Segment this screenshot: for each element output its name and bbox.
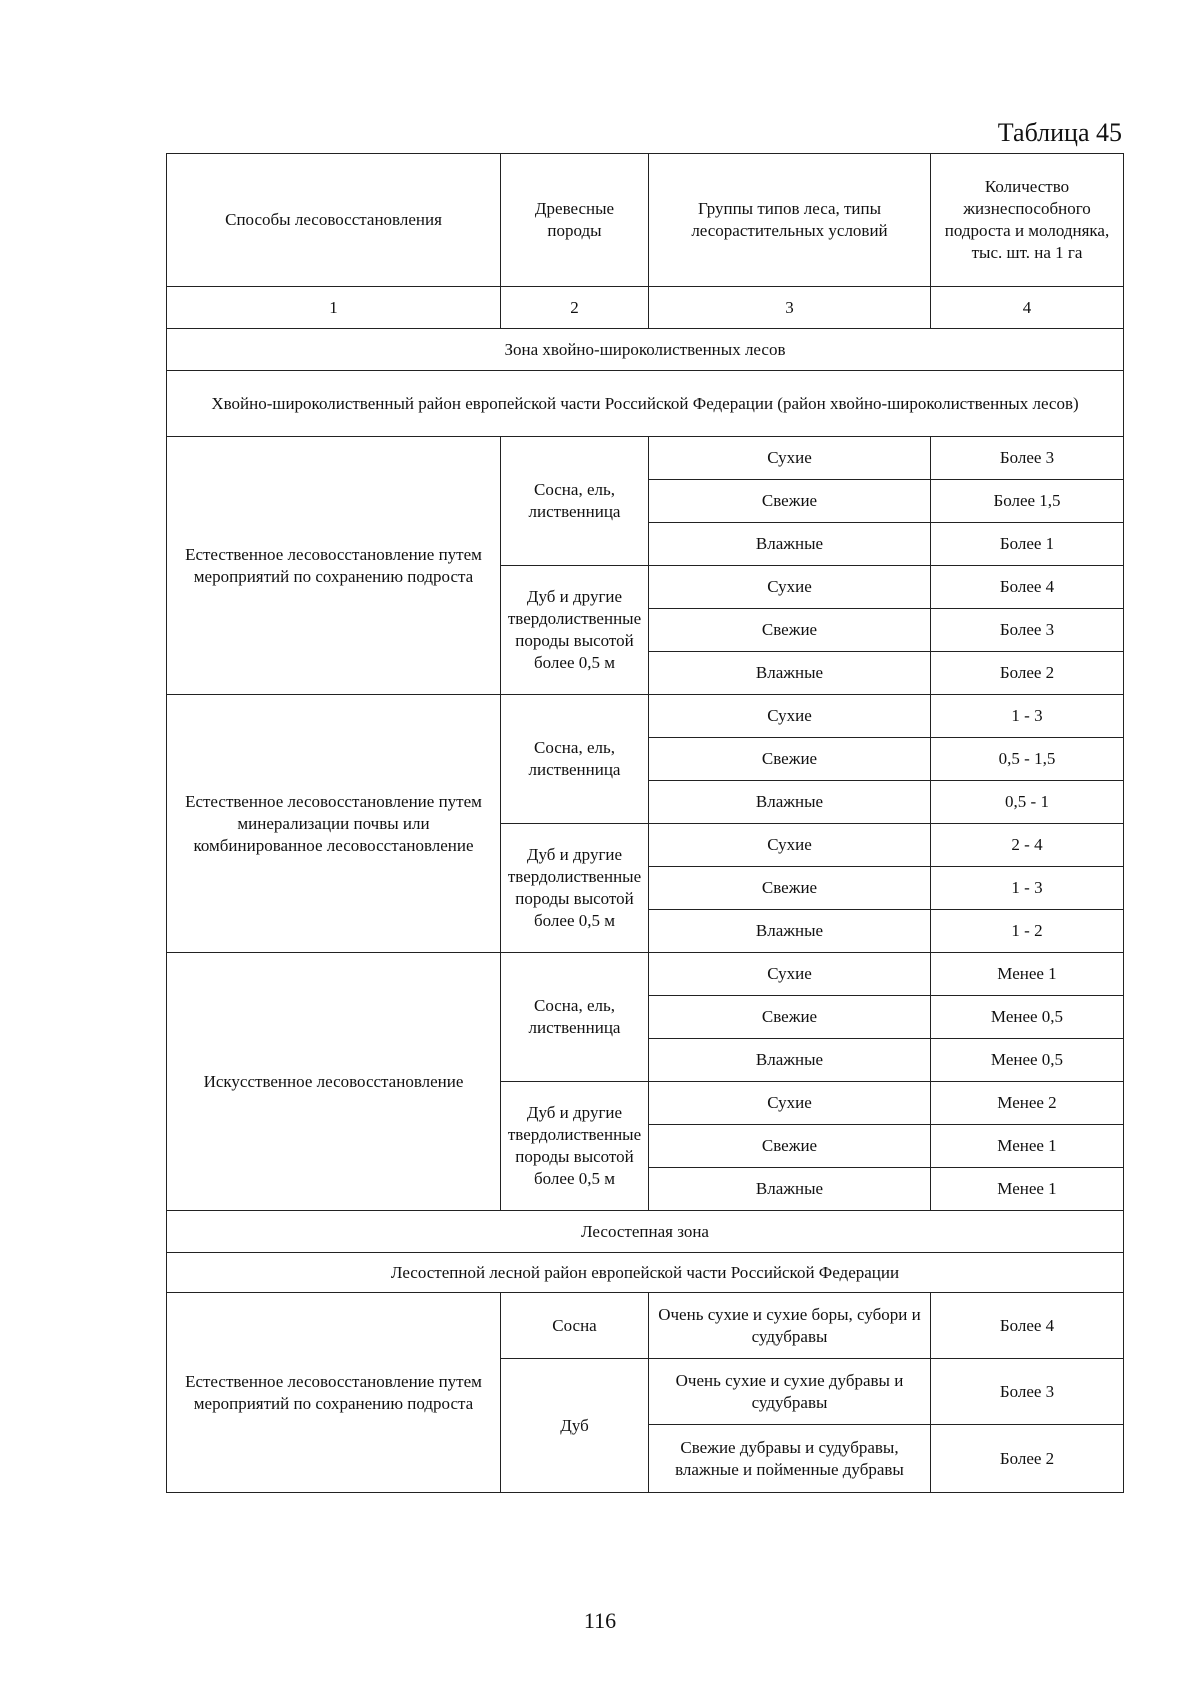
- region-row: [167, 371, 1124, 437]
- condition-cell: Сухие: [649, 824, 931, 867]
- condition-cell: Свежие: [649, 738, 931, 781]
- condition-cell: Свежие: [649, 996, 931, 1039]
- table-title: Таблица 45: [997, 118, 1122, 147]
- quantity-cell: Менее 0,5: [931, 1039, 1124, 1082]
- header-quantity: Количество жизнеспособного подроста и молодняка, тыс. шт. на 1 га: [931, 154, 1124, 287]
- quantity-cell: Более 3: [931, 609, 1124, 652]
- condition-cell: Влажные: [649, 910, 931, 953]
- condition-cell: Сухие: [649, 695, 931, 738]
- quantity-cell: 0,5 - 1,5: [931, 738, 1124, 781]
- page-number: 116: [583, 1608, 617, 1633]
- condition-cell: Свежие: [649, 480, 931, 523]
- quantity-cell: 1 - 2: [931, 910, 1124, 953]
- header-forest-types: Группы типов леса, типы лесорастительных условий: [649, 154, 931, 287]
- method-cell: Естественное лесовосстановление путем минерализации почвы или комбинированное лесовосстановление: [167, 695, 501, 953]
- quantity-cell: Более 3: [931, 1359, 1124, 1425]
- quantity-cell: 0,5 - 1: [931, 781, 1124, 824]
- region-title: Лесостепной лесной район европейской части Российской Федерации: [167, 1253, 1124, 1293]
- zone-row: [167, 329, 1124, 371]
- quantity-cell: 1 - 3: [931, 695, 1124, 738]
- condition-cell: Свежие: [649, 867, 931, 910]
- table-row: [167, 695, 1124, 738]
- region-title: Хвойно-широколиственный район европейской части Российской Федерации (район хвойно-широколиственных лесов): [167, 371, 1124, 437]
- condition-cell: Влажные: [649, 781, 931, 824]
- quantity-cell: Более 4: [931, 1293, 1124, 1359]
- zone-row: [167, 1211, 1124, 1253]
- species-cell: Дуб и другие твердолиственные породы высотой более 0,5 м: [501, 824, 649, 953]
- condition-cell: Сухие: [649, 566, 931, 609]
- condition-cell: Влажные: [649, 523, 931, 566]
- header-species: Древесные породы: [501, 154, 649, 287]
- column-number-row: [167, 287, 1124, 329]
- forest-regeneration-table: [166, 153, 1124, 1493]
- zone-title: Лесостепная зона: [167, 1211, 1124, 1253]
- condition-cell: Очень сухие и сухие дубравы и судубравы: [649, 1359, 931, 1425]
- quantity-cell: Более 1,5: [931, 480, 1124, 523]
- table-row: [167, 1293, 1124, 1359]
- condition-cell: Очень сухие и сухие боры, субори и судубравы: [649, 1293, 931, 1359]
- condition-cell: Сухие: [649, 1082, 931, 1125]
- region-row: [167, 1253, 1124, 1293]
- condition-cell: Сухие: [649, 953, 931, 996]
- col-number: 2: [501, 287, 649, 329]
- condition-cell: Сухие: [649, 437, 931, 480]
- quantity-cell: Более 1: [931, 523, 1124, 566]
- quantity-cell: Менее 1: [931, 1168, 1124, 1211]
- col-number: 3: [649, 287, 931, 329]
- quantity-cell: Менее 1: [931, 1125, 1124, 1168]
- col-number: 4: [931, 287, 1124, 329]
- col-number: 1: [167, 287, 501, 329]
- quantity-cell: Более 2: [931, 1425, 1124, 1493]
- species-cell: Сосна, ель, лиственница: [501, 437, 649, 566]
- quantity-cell: Менее 1: [931, 953, 1124, 996]
- condition-cell: Влажные: [649, 1168, 931, 1211]
- method-cell: Естественное лесовосстановление путем мероприятий по сохранению подроста: [167, 437, 501, 695]
- method-cell: Естественное лесовосстановление путем мероприятий по сохранению подроста: [167, 1293, 501, 1493]
- condition-cell: Влажные: [649, 652, 931, 695]
- zone-title: Зона хвойно-широколиственных лесов: [167, 329, 1124, 371]
- method-cell: Искусственное лесовосстановление: [167, 953, 501, 1211]
- quantity-cell: 1 - 3: [931, 867, 1124, 910]
- species-cell: Дуб: [501, 1359, 649, 1493]
- condition-cell: Свежие дубравы и судубравы, влажные и пойменные дубравы: [649, 1425, 931, 1493]
- table-row: [167, 953, 1124, 996]
- header-row: [167, 154, 1124, 287]
- table-row: [167, 437, 1124, 480]
- species-cell: Сосна, ель, лиственница: [501, 695, 649, 824]
- species-cell: Сосна: [501, 1293, 649, 1359]
- quantity-cell: Более 4: [931, 566, 1124, 609]
- condition-cell: Свежие: [649, 1125, 931, 1168]
- species-cell: Сосна, ель, лиственница: [501, 953, 649, 1082]
- quantity-cell: Менее 2: [931, 1082, 1124, 1125]
- header-methods: Способы лесовосстановления: [167, 154, 501, 287]
- quantity-cell: 2 - 4: [931, 824, 1124, 867]
- species-cell: Дуб и другие твердолиственные породы высотой более 0,5 м: [501, 566, 649, 695]
- quantity-cell: Более 2: [931, 652, 1124, 695]
- quantity-cell: Менее 0,5: [931, 996, 1124, 1039]
- condition-cell: Свежие: [649, 609, 931, 652]
- condition-cell: Влажные: [649, 1039, 931, 1082]
- quantity-cell: Более 3: [931, 437, 1124, 480]
- species-cell: Дуб и другие твердолиственные породы высотой более 0,5 м: [501, 1082, 649, 1211]
